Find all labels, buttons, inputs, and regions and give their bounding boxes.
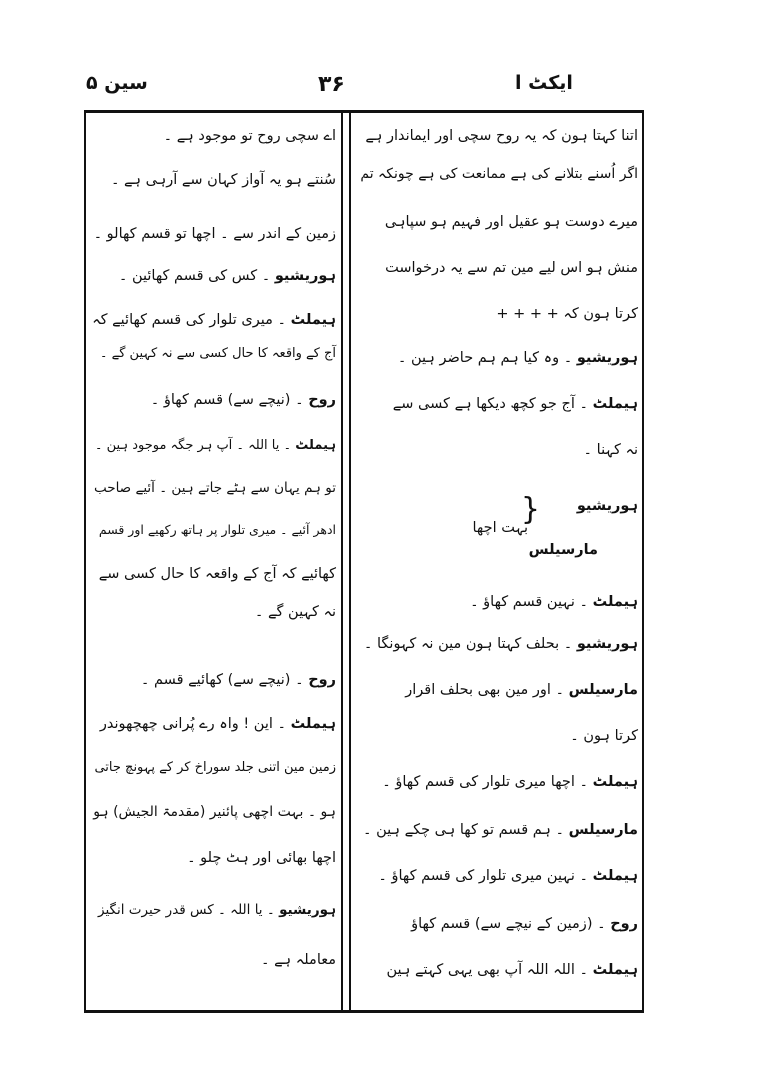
- dialogue-line: ہیملٹ ۔ اللہ اللہ آپ بھی یہی کہتے ہین: [386, 962, 638, 978]
- dialogue-line: مارسیلس ۔ اور مین بھی بحلف اقرار: [405, 682, 638, 698]
- speaker-name: ہیملٹ: [592, 868, 638, 884]
- dialogue-line: ہیملٹ ۔ میری تلوار کی قسم کھائیے کہ: [92, 312, 336, 328]
- speaker-name: روح: [308, 672, 336, 688]
- dialogue-line: ہیملٹ ۔ نہین میری تلوار کی قسم کھاؤ ۔: [378, 868, 638, 884]
- speaker-name: ہوریشیو: [576, 636, 638, 652]
- left-border: [84, 110, 86, 1013]
- dialogue-line: ہیملٹ ۔ آج جو کچھ دیکھا ہے کسی سے: [392, 396, 638, 412]
- text-line: میرے دوست ہو عقیل اور فہیم ہو سپاہی: [384, 214, 638, 230]
- text-line: ادھر آئیے ۔ میری تلوار پر ہاتھ رکھیے اور قسم: [98, 522, 336, 537]
- speaker-name: روح: [610, 916, 638, 932]
- top-rule: [84, 110, 644, 113]
- dialogue-line: ہیملٹ ۔ یا اللہ ۔ آپ ہر جگہ موجود ہین ۔: [94, 438, 336, 453]
- dialogue-line: روح ۔ (نیچے سے) کھائیے قسم ۔: [140, 672, 336, 688]
- text-line: کرتا ہون ۔: [570, 728, 638, 744]
- text-line: کھائیے کہ آج کے واقعہ کا حال کسی سے: [98, 566, 336, 582]
- column-divider: [341, 110, 343, 1013]
- dialogue-line: ہوریشیو ۔ وہ کیا ہم ہم حاضر ہین ۔: [397, 350, 638, 366]
- dialogue-line: ہیملٹ ۔ این ! واہ رے پُرانی چھچھوندر: [99, 716, 336, 732]
- dialogue-line: روح ۔ (زمین کے نیچے سے) قسم کھاؤ: [411, 916, 638, 932]
- speaker-name: ہوریشیو: [279, 902, 336, 918]
- brace-glyph: {: [520, 492, 540, 527]
- text-line: تو ہم یہان سے ہٹے جاتے ہین ۔ آئیے صاحب: [93, 480, 336, 496]
- speaker-name: ہیملٹ: [592, 962, 638, 978]
- text-line: منش ہو اس لیے مین تم سے یہ درخواست: [385, 260, 638, 276]
- dialogue-line: مارسیلس ۔ ہم قسم تو کھا ہی چکے ہین ۔: [362, 822, 638, 838]
- speaker-name: ہیملٹ: [592, 396, 638, 412]
- speaker-name: ہیملٹ: [290, 312, 336, 328]
- speaker-name: ہیملٹ: [592, 774, 638, 790]
- right-border: [642, 110, 644, 1013]
- speaker-name: ہیملٹ: [592, 594, 638, 610]
- speaker-name: ہوریشیو: [576, 350, 638, 366]
- speaker-name: مارسیلس: [528, 542, 598, 558]
- column-divider: [349, 110, 351, 1013]
- dialogue-line: ہیملٹ ۔ نہین قسم کھاؤ ۔: [470, 594, 638, 610]
- dialogue-line: ہوریشیو ۔ کس کی قسم کھائین ۔: [118, 268, 336, 284]
- dialogue-line: ہوریشیو ۔ بحلف کہتا ہون مین نہ کہونگا ۔: [363, 636, 638, 652]
- bottom-rule: [84, 1010, 644, 1013]
- shared-reply: بہت اچھا: [472, 520, 528, 536]
- dialogue-line: ہیملٹ ۔ اچھا میری تلوار کی قسم کھاؤ ۔: [382, 774, 638, 790]
- text-line: نہ کہین گے ۔: [254, 604, 336, 620]
- text-line: زمین کے اندر سے ۔ اچھا تو قسم کھالو ۔: [93, 226, 336, 242]
- speaker-name: مارسیلس: [568, 822, 638, 838]
- speaker-name: ہوریشیو: [576, 498, 638, 514]
- text-line: اچھا بھائی اور ہٹ چلو ۔: [187, 850, 336, 866]
- text-line: کرتا ہون کہ + + + +: [496, 306, 638, 322]
- text-line: نہ کہنا ۔: [583, 442, 638, 458]
- text-line: زمین مین اتنی جلد سوراخ کر کے پہونچ جاتی: [94, 760, 336, 775]
- speaker-name: ہوریشیو: [274, 268, 336, 284]
- page-number: ۳۶: [318, 72, 345, 97]
- speaker-name: مارسیلس: [568, 682, 638, 698]
- text-line: اے سچی روح تو موجود ہے ۔: [163, 128, 336, 144]
- dialogue-line: روح ۔ (نیچے سے) قسم کھاؤ ۔: [150, 392, 336, 408]
- scene-label: سین ۵: [86, 72, 148, 94]
- act-label: ایکٹ ا: [515, 72, 573, 94]
- text-line: معاملہ ہے ۔: [261, 952, 336, 968]
- text-line: اگر اُسنے بتلانے کی ہے ممانعت کی ہے چونکہ تم: [360, 166, 638, 182]
- text-line: ہو ۔ بہت اچھی پائنیر (مقدمۃ الجیش) ہو: [93, 804, 336, 820]
- speaker-name: ہیملٹ: [290, 716, 336, 732]
- dialogue-line: ہوریشیو ۔ یا اللہ ۔ کس قدر حیرت انگیز: [98, 902, 336, 918]
- text-line: اتنا کہتا ہون کہ یہ روح سچی اور ایماندار ہے: [365, 128, 638, 144]
- text-line: آج کے واقعہ کا حال کسی سے نہ کہین گے ۔: [99, 346, 336, 361]
- text-line: سُنتے ہو یہ آواز کہان سے آرہی ہے ۔: [110, 172, 336, 188]
- speaker-name: ہیملٹ: [295, 438, 336, 453]
- speaker-name: روح: [308, 392, 336, 408]
